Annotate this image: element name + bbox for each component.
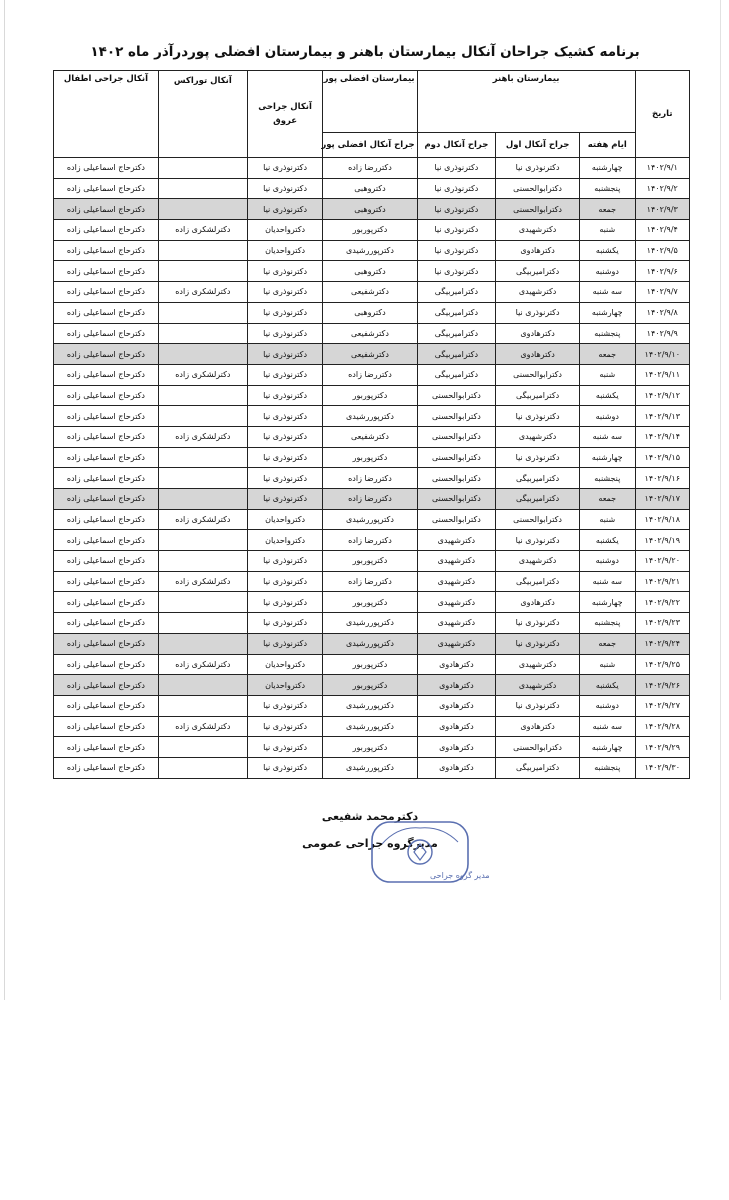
cell-weekday: چهارشنبه <box>580 302 636 323</box>
cell-vascular: دکترنوذری نیا <box>247 613 322 634</box>
cell-weekday: چهارشنبه <box>580 737 636 758</box>
cell-date: ۱۴۰۲/۹/۲۳ <box>635 613 689 634</box>
cell-thorax: دکترلشکری زاده <box>158 654 247 675</box>
cell-date: ۱۴۰۲/۹/۱۵ <box>635 447 689 468</box>
cell-vascular: دکترنوذری نیا <box>247 406 322 427</box>
cell-second-oncall: دکترشهیدی <box>417 530 496 551</box>
cell-vascular: دکترنوذری نیا <box>247 344 322 365</box>
cell-pediatric: دکترحاج اسماعیلی زاده <box>54 282 159 303</box>
cell-pediatric: دکترحاج اسماعیلی زاده <box>54 716 159 737</box>
header-vascular: آنکال جراحی عروق <box>247 71 322 158</box>
cell-pediatric: دکترحاج اسماعیلی زاده <box>54 592 159 613</box>
cell-weekday: پنجشنبه <box>580 757 636 778</box>
cell-first-oncall: دکترنوذری نیا <box>496 302 580 323</box>
cell-second-oncall: دکترنوذری نیا <box>417 240 496 261</box>
cell-afzali-oncall: دکترپوربور <box>323 385 417 406</box>
cell-second-oncall: دکترابوالحسنی <box>417 509 496 530</box>
cell-vascular: دکترواحدیان <box>247 509 322 530</box>
cell-weekday: یکشنبه <box>580 530 636 551</box>
cell-afzali-oncall: دکترپوررشیدی <box>323 406 417 427</box>
cell-second-oncall: دکترهادوی <box>417 695 496 716</box>
cell-thorax: دکترلشکری زاده <box>158 426 247 447</box>
cell-weekday: سه شنبه <box>580 716 636 737</box>
cell-pediatric: دکترحاج اسماعیلی زاده <box>54 757 159 778</box>
cell-weekday: پنجشنبه <box>580 613 636 634</box>
cell-thorax <box>158 178 247 199</box>
cell-date: ۱۴۰۲/۹/۵ <box>635 240 689 261</box>
cell-second-oncall: دکترابوالحسنی <box>417 385 496 406</box>
header-afzali-oncall: جراح آنکال افضلی پور <box>323 133 417 158</box>
table-row <box>54 385 690 406</box>
table-row <box>54 426 690 447</box>
cell-second-oncall: دکترنوذری نیا <box>417 199 496 220</box>
cell-vascular: دکترنوذری نیا <box>247 592 322 613</box>
cell-thorax: دکترلشکری زاده <box>158 716 247 737</box>
cell-thorax <box>158 675 247 696</box>
cell-second-oncall: دکترهادوی <box>417 654 496 675</box>
cell-thorax: دکترلشکری زاده <box>158 220 247 241</box>
table-row <box>54 695 690 716</box>
table-row <box>54 716 690 737</box>
cell-second-oncall: دکترهادوی <box>417 737 496 758</box>
cell-thorax <box>158 344 247 365</box>
cell-first-oncall: دکترنوذری نیا <box>496 633 580 654</box>
table-row <box>54 178 690 199</box>
cell-vascular: دکترواحدیان <box>247 220 322 241</box>
stamp-text: مدیر گروه جراحی <box>430 871 490 880</box>
cell-afzali-oncall: دکترپوربور <box>323 592 417 613</box>
cell-pediatric: دکترحاج اسماعیلی زاده <box>54 509 159 530</box>
cell-pediatric: دکترحاج اسماعیلی زاده <box>54 447 159 468</box>
cell-afzali-oncall: دکترشفیعی <box>323 282 417 303</box>
page-title: برنامه کشیک جراحان آنکال بیمارستان باهنر و بیمارستان افضلی پوردرآذر ماه ۱۴۰۲ <box>90 44 640 60</box>
cell-weekday: شنبه <box>580 220 636 241</box>
cell-date: ۱۴۰۲/۹/۹ <box>635 323 689 344</box>
header-thorax: آنکال توراکس <box>158 71 247 158</box>
cell-second-oncall: دکترابوالحسنی <box>417 489 496 510</box>
cell-thorax: دکترلشکری زاده <box>158 364 247 385</box>
cell-weekday: چهارشنبه <box>580 158 636 179</box>
cell-date: ۱۴۰۲/۹/۲۸ <box>635 716 689 737</box>
cell-weekday: جمعه <box>580 633 636 654</box>
cell-date: ۱۴۰۲/۹/۲۶ <box>635 675 689 696</box>
cell-afzali-oncall: دکتررضا زاده <box>323 468 417 489</box>
cell-weekday: سه شنبه <box>580 282 636 303</box>
table-row <box>54 220 690 241</box>
cell-first-oncall: دکترنوذری نیا <box>496 530 580 551</box>
cell-weekday: شنبه <box>580 364 636 385</box>
cell-second-oncall: دکترنوذری نیا <box>417 261 496 282</box>
cell-weekday: سه شنبه <box>580 571 636 592</box>
table-row <box>54 613 690 634</box>
cell-pediatric: دکترحاج اسماعیلی زاده <box>54 426 159 447</box>
cell-first-oncall: دکترشهیدی <box>496 551 580 572</box>
cell-second-oncall: دکترامیربیگی <box>417 344 496 365</box>
cell-second-oncall: دکترابوالحسنی <box>417 468 496 489</box>
cell-vascular: دکترنوذری نیا <box>247 737 322 758</box>
cell-weekday: دوشنبه <box>580 695 636 716</box>
cell-afzali-oncall: دکترپوررشیدی <box>323 613 417 634</box>
cell-weekday: جمعه <box>580 199 636 220</box>
table-row <box>54 509 690 530</box>
cell-date: ۱۴۰۲/۹/۲۱ <box>635 571 689 592</box>
table-row <box>54 551 690 572</box>
cell-first-oncall: دکترابوالحسنی <box>496 364 580 385</box>
cell-first-oncall: دکترهادوی <box>496 716 580 737</box>
cell-date: ۱۴۰۲/۹/۲۵ <box>635 654 689 675</box>
header-pediatric: آنکال جراحی اطفال <box>54 71 159 158</box>
table-row <box>54 364 690 385</box>
header-weekday: ایام هفته <box>580 133 636 158</box>
cell-date: ۱۴۰۲/۹/۲۲ <box>635 592 689 613</box>
cell-thorax <box>158 261 247 282</box>
cell-afzali-oncall: دکتررضا زاده <box>323 489 417 510</box>
cell-first-oncall: دکترشهیدی <box>496 675 580 696</box>
cell-weekday: سه شنبه <box>580 426 636 447</box>
cell-second-oncall: دکترامیربیگی <box>417 302 496 323</box>
cell-date: ۱۴۰۲/۹/۱۸ <box>635 509 689 530</box>
cell-first-oncall: دکترامیربیگی <box>496 757 580 778</box>
cell-date: ۱۴۰۲/۹/۱۱ <box>635 364 689 385</box>
scan-left-edge <box>4 0 5 1000</box>
cell-date: ۱۴۰۲/۹/۲۷ <box>635 695 689 716</box>
scan-right-edge <box>720 0 721 1000</box>
cell-thorax <box>158 158 247 179</box>
cell-thorax: دکترلشکری زاده <box>158 282 247 303</box>
cell-date: ۱۴۰۲/۹/۱۳ <box>635 406 689 427</box>
header-row-1 <box>54 71 690 133</box>
cell-vascular: دکترنوذری نیا <box>247 757 322 778</box>
cell-pediatric: دکترحاج اسماعیلی زاده <box>54 344 159 365</box>
cell-thorax <box>158 613 247 634</box>
cell-thorax <box>158 592 247 613</box>
cell-date: ۱۴۰۲/۹/۴ <box>635 220 689 241</box>
cell-second-oncall: دکترشهیدی <box>417 613 496 634</box>
cell-weekday: دوشنبه <box>580 261 636 282</box>
cell-vascular: دکترنوذری نیا <box>247 551 322 572</box>
schedule-body <box>54 158 690 779</box>
table-row <box>54 592 690 613</box>
cell-first-oncall: دکترابوالحسنی <box>496 199 580 220</box>
signatory-role: مدیرگروه جراحی عمومی <box>302 837 438 850</box>
cell-pediatric: دکترحاج اسماعیلی زاده <box>54 406 159 427</box>
cell-vascular: دکترواحدیان <box>247 530 322 551</box>
table-row <box>54 447 690 468</box>
cell-vascular: دکترنوذری نیا <box>247 468 322 489</box>
signatory-name: دکترمحمد شفیعی <box>321 810 419 823</box>
cell-vascular: دکترنوذری نیا <box>247 323 322 344</box>
table-row <box>54 633 690 654</box>
cell-thorax <box>158 240 247 261</box>
cell-thorax: دکترلشکری زاده <box>158 571 247 592</box>
cell-pediatric: دکترحاج اسماعیلی زاده <box>54 385 159 406</box>
cell-pediatric: دکترحاج اسماعیلی زاده <box>54 633 159 654</box>
cell-first-oncall: دکترنوذری نیا <box>496 613 580 634</box>
cell-vascular: دکترنوذری نیا <box>247 178 322 199</box>
cell-date: ۱۴۰۲/۹/۲۴ <box>635 633 689 654</box>
cell-afzali-oncall: دکترشفیعی <box>323 426 417 447</box>
table-row <box>54 406 690 427</box>
cell-afzali-oncall: دکتررضا زاده <box>323 364 417 385</box>
cell-weekday: دوشنبه <box>580 406 636 427</box>
cell-afzali-oncall: دکترپوررشیدی <box>323 695 417 716</box>
table-row <box>54 240 690 261</box>
cell-first-oncall: دکترهادوی <box>496 592 580 613</box>
cell-thorax <box>158 737 247 758</box>
cell-date: ۱۴۰۲/۹/۱۹ <box>635 530 689 551</box>
cell-afzali-oncall: دکترپوربور <box>323 447 417 468</box>
cell-first-oncall: دکترشهیدی <box>496 654 580 675</box>
cell-thorax <box>158 447 247 468</box>
cell-first-oncall: دکترابوالحسنی <box>496 737 580 758</box>
cell-second-oncall: دکترنوذری نیا <box>417 158 496 179</box>
cell-thorax <box>158 302 247 323</box>
cell-thorax <box>158 468 247 489</box>
cell-vascular: دکترنوذری نیا <box>247 633 322 654</box>
header-second-oncall: جراح آنکال دوم <box>417 133 496 158</box>
cell-first-oncall: دکترابوالحسنی <box>496 178 580 199</box>
cell-weekday: چهارشنبه <box>580 592 636 613</box>
cell-first-oncall: دکترشهیدی <box>496 282 580 303</box>
cell-thorax: دکترلشکری زاده <box>158 509 247 530</box>
cell-vascular: دکترنوذری نیا <box>247 695 322 716</box>
cell-weekday: چهارشنبه <box>580 447 636 468</box>
cell-vascular: دکترنوذری نیا <box>247 489 322 510</box>
cell-afzali-oncall: دکترپوررشیدی <box>323 240 417 261</box>
cell-afzali-oncall: دکترپوربور <box>323 220 417 241</box>
cell-weekday: جمعه <box>580 344 636 365</box>
table-row <box>54 158 690 179</box>
cell-pediatric: دکترحاج اسماعیلی زاده <box>54 468 159 489</box>
cell-afzali-oncall: دکترپوربور <box>323 551 417 572</box>
cell-weekday: پنجشنبه <box>580 178 636 199</box>
cell-weekday: شنبه <box>580 509 636 530</box>
cell-first-oncall: دکترامیربیگی <box>496 468 580 489</box>
cell-first-oncall: دکترابوالحسنی <box>496 509 580 530</box>
cell-pediatric: دکترحاج اسماعیلی زاده <box>54 530 159 551</box>
cell-afzali-oncall: دکترپوررشیدی <box>323 757 417 778</box>
cell-second-oncall: دکترامیربیگی <box>417 282 496 303</box>
cell-vascular: دکترنوذری نیا <box>247 158 322 179</box>
cell-afzali-oncall: دکتروهبی <box>323 178 417 199</box>
cell-vascular: دکترنوذری نیا <box>247 385 322 406</box>
cell-first-oncall: دکترشهیدی <box>496 220 580 241</box>
cell-date: ۱۴۰۲/۹/۲۰ <box>635 551 689 572</box>
cell-afzali-oncall: دکتررضا زاده <box>323 530 417 551</box>
cell-weekday: یکشنبه <box>580 675 636 696</box>
cell-weekday: دوشنبه <box>580 551 636 572</box>
header-bahonar: بیمارستان باهنر <box>417 71 635 133</box>
cell-date: ۱۴۰۲/۹/۳۰ <box>635 757 689 778</box>
cell-afzali-oncall: دکترپوربور <box>323 675 417 696</box>
cell-vascular: دکترنوذری نیا <box>247 426 322 447</box>
cell-first-oncall: دکترهادوی <box>496 240 580 261</box>
cell-pediatric: دکترحاج اسماعیلی زاده <box>54 261 159 282</box>
cell-second-oncall: دکترشهیدی <box>417 571 496 592</box>
table-row <box>54 654 690 675</box>
cell-first-oncall: دکترامیربیگی <box>496 261 580 282</box>
cell-date: ۱۴۰۲/۹/۱۴ <box>635 426 689 447</box>
cell-second-oncall: دکترنوذری نیا <box>417 178 496 199</box>
cell-date: ۱۴۰۲/۹/۲۹ <box>635 737 689 758</box>
cell-second-oncall: دکترامیربیگی <box>417 364 496 385</box>
cell-pediatric: دکترحاج اسماعیلی زاده <box>54 364 159 385</box>
cell-pediatric: دکترحاج اسماعیلی زاده <box>54 178 159 199</box>
cell-vascular: دکترواحدیان <box>247 654 322 675</box>
department-stamp <box>368 818 490 888</box>
cell-thorax <box>158 633 247 654</box>
cell-thorax <box>158 489 247 510</box>
cell-date: ۱۴۰۲/۹/۱۰ <box>635 344 689 365</box>
table-row <box>54 302 690 323</box>
cell-thorax <box>158 757 247 778</box>
cell-second-oncall: دکترشهیدی <box>417 592 496 613</box>
table-row <box>54 571 690 592</box>
cell-afzali-oncall: دکترپوربور <box>323 737 417 758</box>
cell-second-oncall: دکترنوذری نیا <box>417 220 496 241</box>
cell-pediatric: دکترحاج اسماعیلی زاده <box>54 302 159 323</box>
cell-weekday: پنجشنبه <box>580 468 636 489</box>
cell-first-oncall: دکترنوذری نیا <box>496 406 580 427</box>
cell-thorax <box>158 551 247 572</box>
cell-thorax <box>158 199 247 220</box>
cell-weekday: یکشنبه <box>580 385 636 406</box>
cell-date: ۱۴۰۲/۹/۷ <box>635 282 689 303</box>
table-row <box>54 468 690 489</box>
cell-afzali-oncall: دکتروهبی <box>323 199 417 220</box>
cell-vascular: دکترنوذری نیا <box>247 302 322 323</box>
cell-afzali-oncall: دکتروهبی <box>323 302 417 323</box>
cell-vascular: دکترنوذری نیا <box>247 571 322 592</box>
cell-second-oncall: دکترهادوی <box>417 716 496 737</box>
cell-weekday: پنجشنبه <box>580 323 636 344</box>
cell-afzali-oncall: دکترپوررشیدی <box>323 633 417 654</box>
table-row <box>54 199 690 220</box>
cell-pediatric: دکترحاج اسماعیلی زاده <box>54 551 159 572</box>
cell-pediatric: دکترحاج اسماعیلی زاده <box>54 571 159 592</box>
cell-first-oncall: دکترنوذری نیا <box>496 695 580 716</box>
cell-second-oncall: دکترهادوی <box>417 757 496 778</box>
cell-thorax <box>158 406 247 427</box>
cell-second-oncall: دکترشهیدی <box>417 551 496 572</box>
cell-first-oncall: دکترهادوی <box>496 344 580 365</box>
cell-vascular: دکترواحدیان <box>247 240 322 261</box>
cell-pediatric: دکترحاج اسماعیلی زاده <box>54 695 159 716</box>
cell-afzali-oncall: دکترپوررشیدی <box>323 716 417 737</box>
cell-date: ۱۴۰۲/۹/۱ <box>635 158 689 179</box>
cell-weekday: شنبه <box>580 654 636 675</box>
table-row <box>54 675 690 696</box>
cell-afzali-oncall: دکترپوررشیدی <box>323 509 417 530</box>
cell-second-oncall: دکترهادوی <box>417 675 496 696</box>
cell-vascular: دکترنوذری نیا <box>247 364 322 385</box>
cell-first-oncall: دکترامیربیگی <box>496 385 580 406</box>
cell-weekday: یکشنبه <box>580 240 636 261</box>
cell-pediatric: دکترحاج اسماعیلی زاده <box>54 240 159 261</box>
cell-afzali-oncall: دکتررضا زاده <box>323 571 417 592</box>
cell-afzali-oncall: دکترشفیعی <box>323 344 417 365</box>
cell-pediatric: دکترحاج اسماعیلی زاده <box>54 489 159 510</box>
cell-first-oncall: دکترامیربیگی <box>496 571 580 592</box>
cell-afzali-oncall: دکترپوربور <box>323 654 417 675</box>
cell-first-oncall: دکترامیربیگی <box>496 489 580 510</box>
cell-first-oncall: دکترنوذری نیا <box>496 447 580 468</box>
cell-thorax <box>158 323 247 344</box>
cell-date: ۱۴۰۲/۹/۱۶ <box>635 468 689 489</box>
cell-pediatric: دکترحاج اسماعیلی زاده <box>54 323 159 344</box>
table-row <box>54 737 690 758</box>
cell-date: ۱۴۰۲/۹/۲ <box>635 178 689 199</box>
cell-vascular: دکترنوذری نیا <box>247 447 322 468</box>
cell-second-oncall: دکترشهیدی <box>417 633 496 654</box>
cell-first-oncall: دکترشهیدی <box>496 426 580 447</box>
cell-afzali-oncall: دکترشفیعی <box>323 323 417 344</box>
table-row <box>54 323 690 344</box>
cell-date: ۱۴۰۲/۹/۶ <box>635 261 689 282</box>
oncall-schedule-table <box>53 70 690 779</box>
cell-date: ۱۴۰۲/۹/۱۷ <box>635 489 689 510</box>
cell-second-oncall: دکترامیربیگی <box>417 323 496 344</box>
table-row <box>54 261 690 282</box>
table-row <box>54 282 690 303</box>
cell-vascular: دکترنوذری نیا <box>247 716 322 737</box>
cell-date: ۱۴۰۲/۹/۱۲ <box>635 385 689 406</box>
cell-thorax <box>158 385 247 406</box>
cell-date: ۱۴۰۲/۹/۳ <box>635 199 689 220</box>
header-date: تاریخ <box>635 71 689 158</box>
header-afzali: بیمارستان افضلی پور <box>323 71 417 133</box>
cell-second-oncall: دکترابوالحسنی <box>417 426 496 447</box>
cell-vascular: دکترنوذری نیا <box>247 261 322 282</box>
cell-date: ۱۴۰۲/۹/۸ <box>635 302 689 323</box>
table-row <box>54 530 690 551</box>
cell-pediatric: دکترحاج اسماعیلی زاده <box>54 675 159 696</box>
table-row <box>54 344 690 365</box>
cell-pediatric: دکترحاج اسماعیلی زاده <box>54 613 159 634</box>
cell-pediatric: دکترحاج اسماعیلی زاده <box>54 737 159 758</box>
cell-pediatric: دکترحاج اسماعیلی زاده <box>54 220 159 241</box>
cell-thorax <box>158 530 247 551</box>
table-row <box>54 489 690 510</box>
header-first-oncall: جراح آنکال اول <box>496 133 580 158</box>
cell-weekday: جمعه <box>580 489 636 510</box>
table-row <box>54 757 690 778</box>
cell-pediatric: دکترحاج اسماعیلی زاده <box>54 654 159 675</box>
cell-second-oncall: دکترابوالحسنی <box>417 447 496 468</box>
cell-first-oncall: دکترنوذری نیا <box>496 158 580 179</box>
cell-afzali-oncall: دکتررضا زاده <box>323 158 417 179</box>
cell-vascular: دکترنوذری نیا <box>247 199 322 220</box>
cell-pediatric: دکترحاج اسماعیلی زاده <box>54 199 159 220</box>
cell-second-oncall: دکترابوالحسنی <box>417 406 496 427</box>
cell-first-oncall: دکترهادوی <box>496 323 580 344</box>
cell-pediatric: دکترحاج اسماعیلی زاده <box>54 158 159 179</box>
cell-vascular: دکترنوذری نیا <box>247 282 322 303</box>
cell-thorax <box>158 695 247 716</box>
cell-vascular: دکترواحدیان <box>247 675 322 696</box>
cell-afzali-oncall: دکتروهبی <box>323 261 417 282</box>
